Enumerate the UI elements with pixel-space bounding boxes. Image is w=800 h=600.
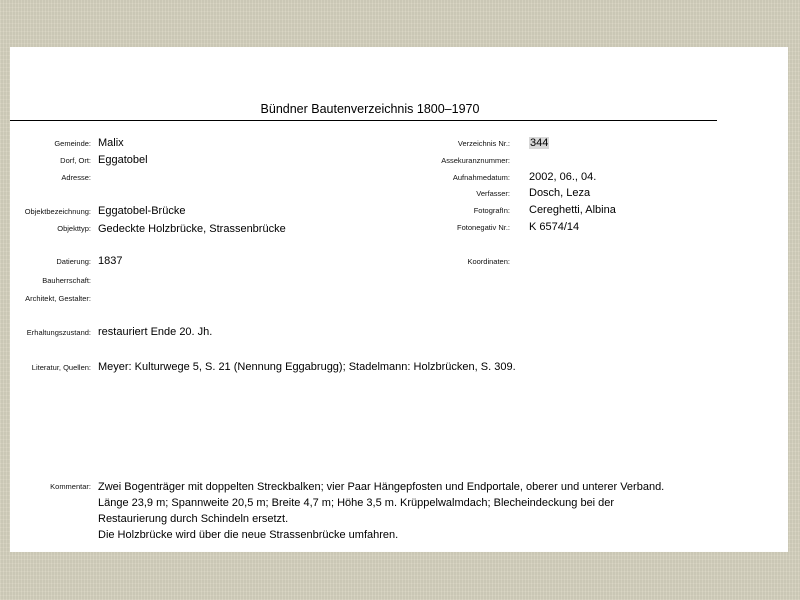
aufnahmedatum-label: Aufnahmedatum: [452,173,510,182]
kommentar-line: Länge 23,9 m; Spannweite 20,5 m; Breite 4,7 m; Höhe 3,5 m. Krüppelwalmdach; Blecheindeckung bei der [98,497,615,509]
fotografin-label: FotografIn: [473,206,510,215]
verfasser-label: Verfasser: [476,189,510,198]
dorf-ort-value: Eggatobel [98,154,148,166]
assekuranznummer-label: Assekuranznummer: [441,156,510,165]
title-divider [10,120,717,121]
fotonegativ-nr-value: K 6574/14 [529,221,580,233]
koordinaten-label: Koordinaten: [467,257,510,266]
document-sheet [10,47,788,552]
kommentar-text [98,479,728,543]
objekttyp-value: Gedeckte Holzbrücke, Strassenbrücke [98,223,286,235]
objektbezeichnung-value: Eggatobel-Brücke [98,205,186,217]
verzeichnis-nr-label: Verzeichnis Nr.: [457,139,510,148]
erhaltungszustand-value: restauriert Ende 20. Jh. [98,326,213,338]
objekttyp-label: Objekttyp: [57,224,91,233]
adresse-label: Adresse: [61,173,91,182]
bauherrschaft-label: Bauherrschaft: [42,276,91,285]
document-title: Bündner Bautenverzeichnis 1800–1970 [260,102,480,116]
fotonegativ-nr-label: Fotonegativ Nr.: [457,223,510,232]
datierung-label: Datierung: [56,257,91,266]
kommentar-line: Die Holzbrücke wird über die neue Strassenbrücke umfahren. [98,529,399,541]
fotografin-value: Cereghetti, Albina [529,204,616,216]
erhaltungszustand-label: Erhaltungszustand: [26,328,91,337]
gemeinde-label: Gemeinde: [54,139,91,148]
kommentar-line: Restaurierung durch Schindeln ersetzt. [98,513,289,525]
verzeichnis-nr-value [529,137,549,149]
literatur-quellen-value: Meyer: Kulturwege 5, S. 21 (Nennung Eggabrugg); Stadelmann: Holzbrücken, S. 309. [98,361,516,373]
dorf-ort-label: Dorf, Ort: [60,156,91,165]
architekt-gestalter-label: Architekt, Gestalter: [25,294,91,303]
verzeichnis-nr-highlight: 344 [530,137,549,149]
kommentar-line: Zwei Bogenträger mit doppelten Streckbalken; vier Paar Hängepfosten und Endportale, oberer und unterer Verband. [98,481,665,493]
literatur-quellen-label: Literatur, Quellen: [31,363,91,372]
gemeinde-value: Malix [98,137,124,149]
aufnahmedatum-value: 2002, 06., 04. [529,171,597,183]
objektbezeichnung-label: Objektbezeichnung: [24,207,91,216]
kommentar-label: Kommentar: [50,482,91,491]
datierung-value: 1837 [98,255,123,267]
verfasser-value: Dosch, Leza [529,187,591,199]
